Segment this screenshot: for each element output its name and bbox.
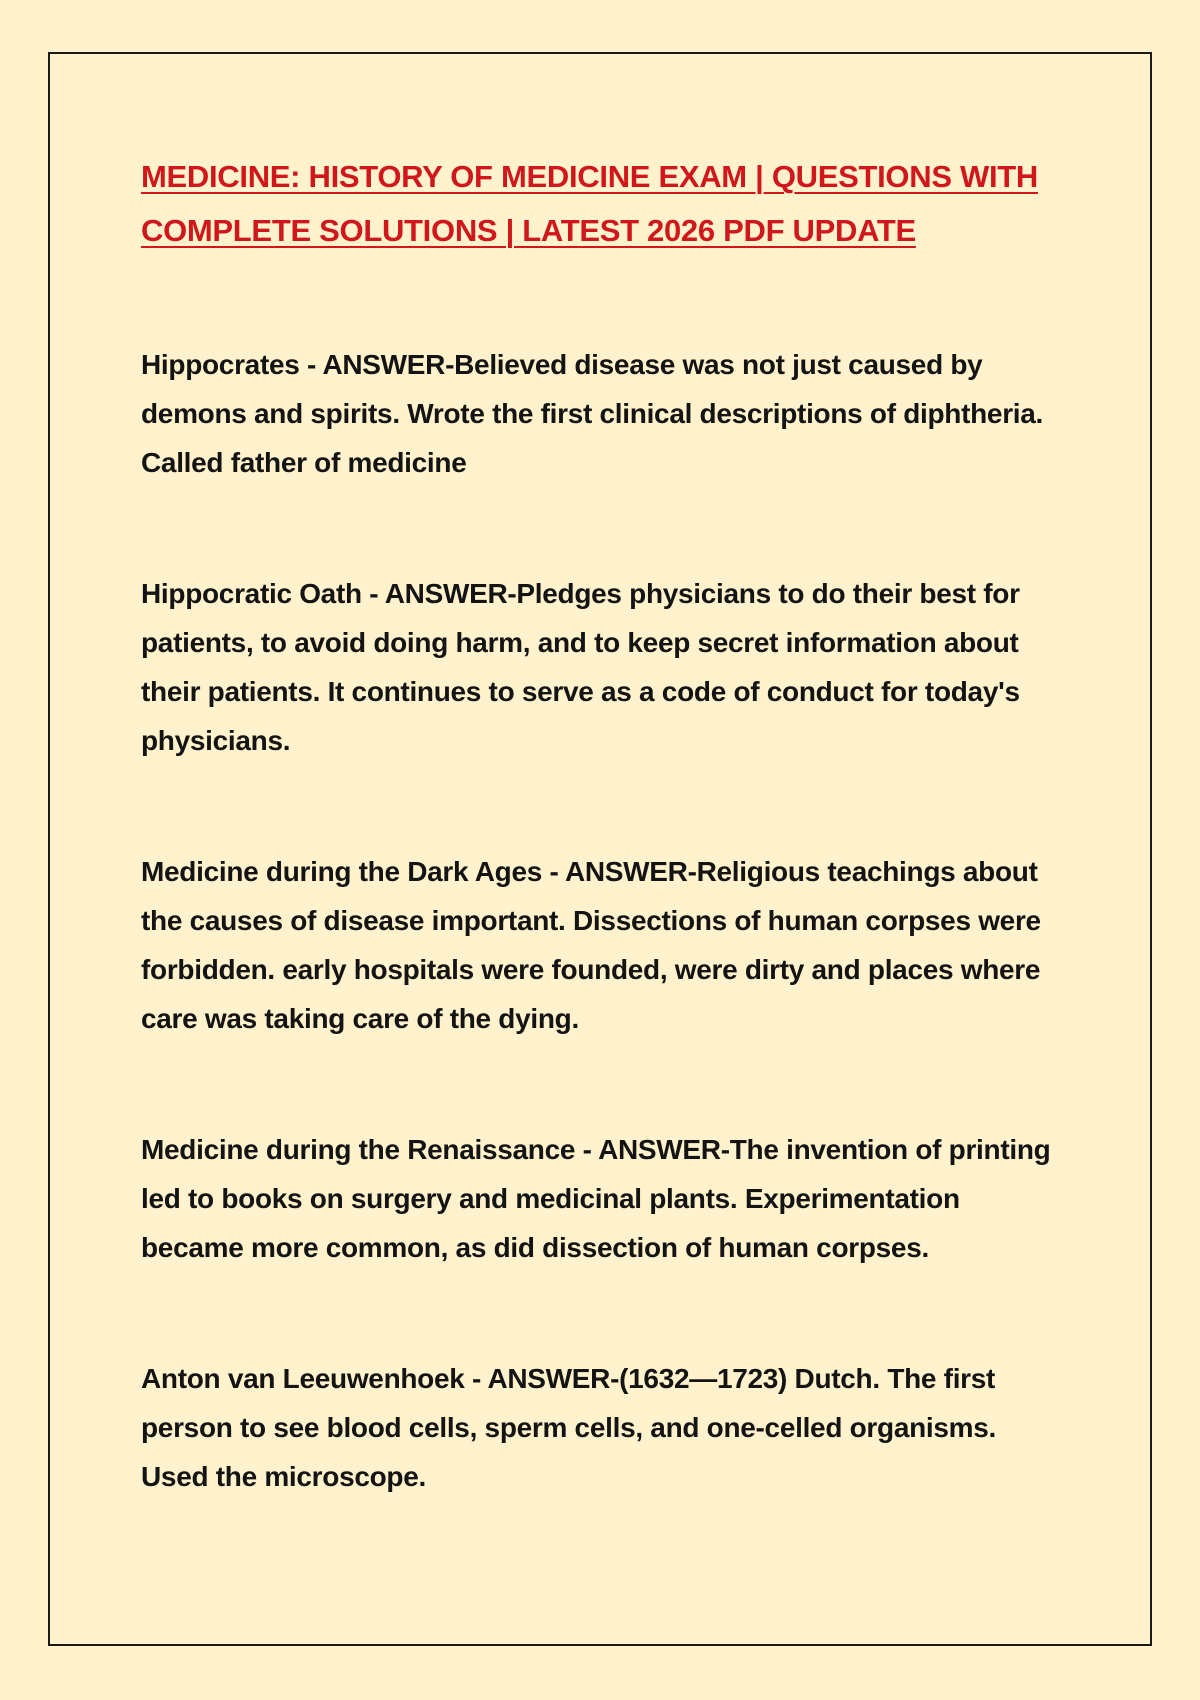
qa-entry-hippocrates: Hippocrates - ANSWER-Believed disease was not just caused by demons and spirits. Wrote the first clinical descriptions of diphtheria. Called father of medicine [141,349,1044,478]
document-title: MEDICINE: HISTORY OF MEDICINE EXAM | QUESTIONS WITH COMPLETE SOLUTIONS | LATEST 2026 PDF UPDATE [141,159,1039,248]
qa-entry-leeuwenhoek: Anton van Leeuwenhoek - ANSWER-(1632—1723) Dutch. The first person to see blood cells, sperm cells, and one-celled organisms. Used the microscope. [141,1363,996,1492]
document-content [141,150,1061,1583]
qa-entry-dark-ages: Medicine during the Dark Ages - ANSWER-Religious teachings about the causes of disease important. Dissections of human corpses were forbidden. early hospitals were founded, were dirty and places where care was taking care of the dying. [141,856,1041,1034]
qa-entry-renaissance: Medicine during the Renaissance - ANSWER-The invention of printing led to books on surgery and medicinal plants. Experimentation became more common, as did dissection of human corpses. [141,1134,1051,1263]
qa-entry-hippocratic-oath: Hippocratic Oath - ANSWER-Pledges physicians to do their best for patients, to avoid doing harm, and to keep secret information about their patients. It continues to serve as a code of conduct for today's physicians. [141,578,1020,756]
